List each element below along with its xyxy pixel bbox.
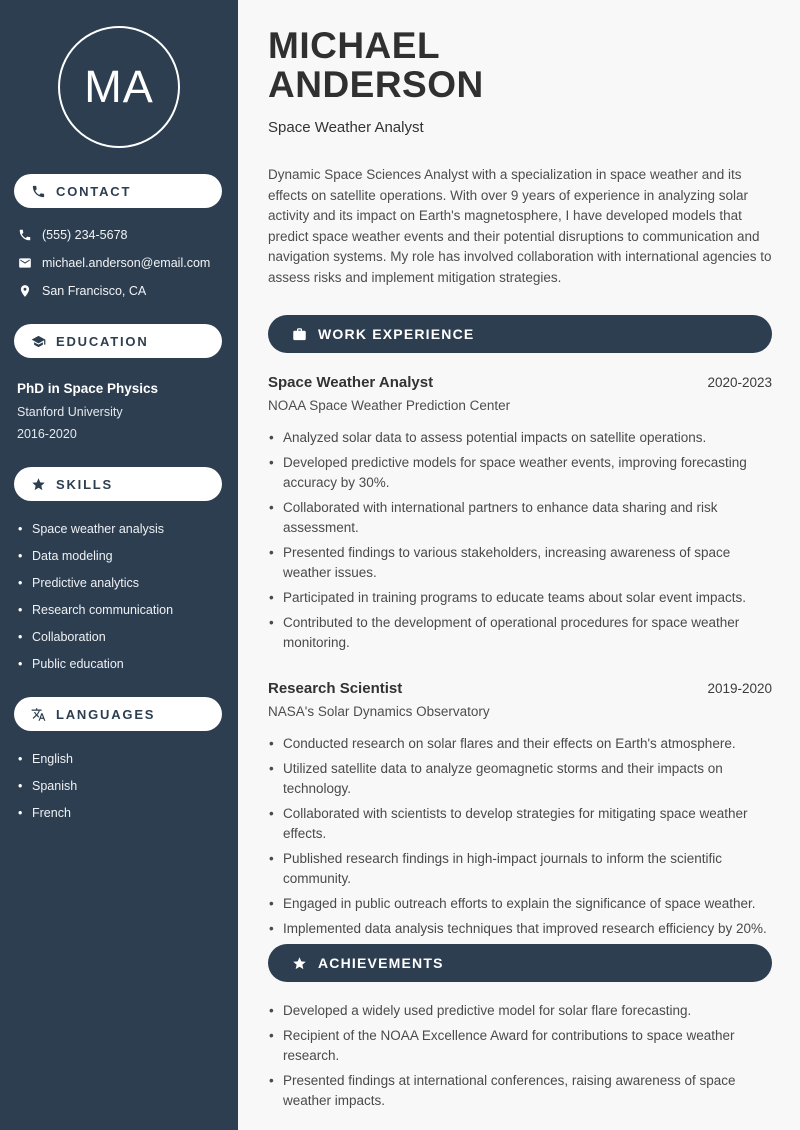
job-header <box>268 374 772 391</box>
job-bullet: • Utilized satellite data to analyze geomagnetic storms and their impacts on technology. <box>268 759 772 799</box>
contact-location <box>18 284 238 298</box>
phone-icon <box>18 228 32 242</box>
skills-list <box>0 522 238 671</box>
job-entry <box>268 374 772 653</box>
job-bullet: • Conducted research on solar flares and their effects on Earth's atmosphere. <box>268 734 772 754</box>
job-bullet-list <box>268 428 772 653</box>
education-section-header <box>14 324 222 358</box>
job-bullet: • Collaborated with scientists to develop strategies for mitigating space weather effects. <box>268 804 772 844</box>
job-dates: 2019-2020 <box>707 681 772 697</box>
education-entry <box>17 381 222 441</box>
work-experience-title: WORK EXPERIENCE <box>318 326 475 343</box>
job-bullet: • Engaged in public outreach efforts to explain the significance of space weather. <box>268 894 772 914</box>
job-title: Space Weather Analyst <box>268 119 424 137</box>
job-role: Space Weather Analyst <box>268 374 434 392</box>
skill-item: • Data modeling <box>18 549 224 563</box>
job-bullet: • Participated in training programs to educate teams about solar event impacts. <box>268 588 772 608</box>
translate-icon <box>31 707 46 722</box>
contact-phone <box>18 228 238 242</box>
education-school: Stanford University <box>17 405 123 419</box>
job-role: Research Scientist <box>268 680 403 698</box>
location-icon <box>18 284 32 298</box>
job-bullet: • Implemented data analysis techniques that improved research efficiency by 20%. <box>268 919 772 939</box>
star-icon <box>292 956 307 971</box>
skill-item: • Space weather analysis <box>18 522 224 536</box>
achievement-bullet: • Developed a widely used predictive model for solar flare forecasting. <box>268 1001 772 1021</box>
contact-section-header <box>14 174 222 208</box>
education-years: 2016-2020 <box>17 427 77 441</box>
achievement-bullet: • Presented findings at international conferences, raising awareness of space weather impacts. <box>268 1071 772 1111</box>
language-item: • French <box>18 806 224 820</box>
skill-item: • Collaboration <box>18 630 224 644</box>
skills-section-title: SKILLS <box>56 476 114 492</box>
language-item: • English <box>18 752 224 766</box>
phone-icon <box>31 184 46 199</box>
language-item: • Spanish <box>18 779 224 793</box>
contact-section-title: CONTACT <box>56 183 132 199</box>
skill-item: • Predictive analytics <box>18 576 224 590</box>
job-bullet: • Analyzed solar data to assess potential impacts on satellite operations. <box>268 428 772 448</box>
skills-section-header <box>14 467 222 501</box>
job-dates: 2020-2023 <box>707 375 772 391</box>
achievements-list <box>268 1001 772 1111</box>
job-header <box>268 680 772 697</box>
email-icon <box>18 256 32 270</box>
graduation-cap-icon <box>31 334 46 349</box>
job-bullet: • Developed predictive models for space weather events, improving forecasting accuracy by 30%. <box>268 453 772 493</box>
achievements-banner <box>268 944 772 982</box>
work-experience-banner <box>268 315 772 353</box>
first-name: MICHAEL <box>268 25 441 66</box>
job-bullet: • Presented findings to various stakeholders, increasing awareness of space weather issues. <box>268 543 772 583</box>
job-company: NOAA Space Weather Prediction Center <box>268 398 511 414</box>
contact-email <box>18 256 238 270</box>
avatar <box>58 26 180 148</box>
briefcase-icon <box>292 327 307 342</box>
languages-section-title: LANGUAGES <box>56 706 156 722</box>
location-text: San Francisco, CA <box>42 284 147 298</box>
languages-section-header <box>14 697 222 731</box>
phone-number: (555) 234-5678 <box>42 228 128 242</box>
job-bullet: • Contributed to the development of operational procedures for space weather monitoring. <box>268 613 772 653</box>
profile-summary: Dynamic Space Sciences Analyst with a specialization in space weather and its effects on satellite operations. With over 9 years of experience in analyzing solar activity and its impact on Earth's magnetosphere, I have developed models that predict space weather events and their potential disruptions to communication and navigation systems. My role has involved collaboration with international agencies to assess risks and implement mitigation strategies. <box>268 167 772 285</box>
email-address: michael.anderson@email.com <box>42 256 211 270</box>
education-section-title: EDUCATION <box>56 333 149 349</box>
sidebar <box>0 0 238 1130</box>
star-icon <box>31 477 46 492</box>
contact-list <box>18 228 238 298</box>
last-name: ANDERSON <box>268 64 484 106</box>
achievements-title: ACHIEVEMENTS <box>318 955 444 972</box>
languages-list <box>0 752 238 820</box>
education-degree: PhD in Space Physics <box>17 381 159 396</box>
skill-item: • Public education <box>18 657 224 671</box>
skill-item: • Research communication <box>18 603 224 617</box>
achievement-bullet: • Recipient of the NOAA Excellence Award for contributions to space weather research. <box>268 1026 772 1066</box>
job-entry <box>268 680 772 939</box>
job-company: NASA's Solar Dynamics Observatory <box>268 704 490 720</box>
job-bullet: • Collaborated with international partners to enhance data sharing and risk assessment. <box>268 498 772 538</box>
avatar-initials: MA <box>84 61 154 112</box>
job-bullet-list <box>268 734 772 939</box>
job-bullet: • Published research findings in high-impact journals to inform the scientific community. <box>268 849 772 889</box>
main-content <box>238 0 800 1130</box>
